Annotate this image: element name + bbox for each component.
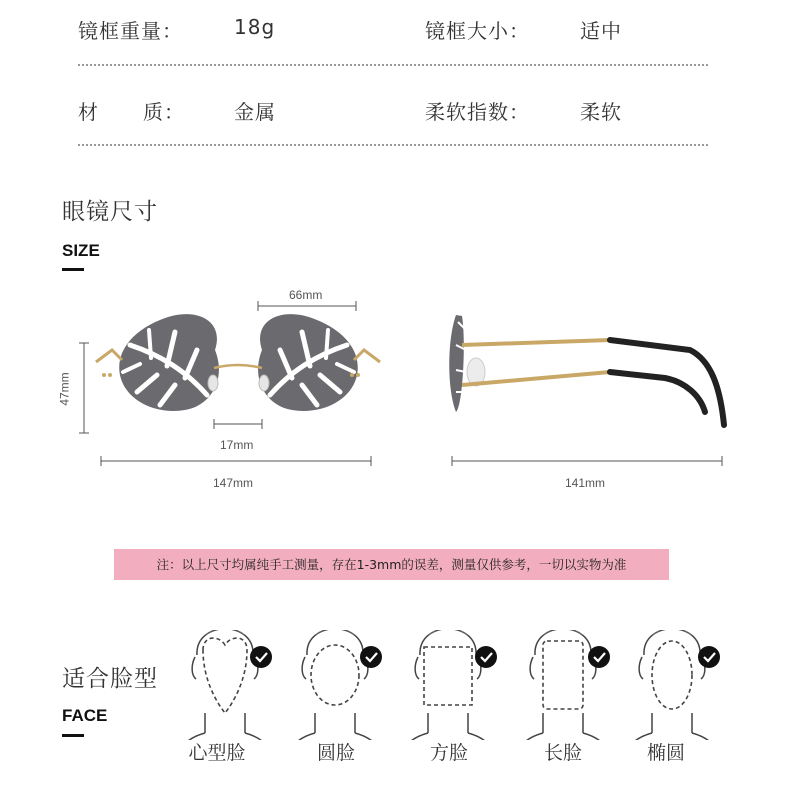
size-section-title: 眼镜尺寸 [62,199,158,225]
spec-material-key-a: 材 [78,100,99,124]
spec-weight-value: 18g [234,15,276,39]
check-icon [698,646,720,668]
spec-size-value: 适中 [580,19,622,43]
face-section-en: FACE [62,706,108,725]
check-icon [250,646,272,668]
dim-lens-width: 66mm [289,288,323,302]
check-icon [588,646,610,668]
left-lens [119,314,219,411]
dim-temple-length: 141mm [565,476,606,490]
dim-bridge: 17mm [220,438,254,452]
face-section-title: 适合脸型 [62,666,158,692]
face-illustrations [0,630,790,740]
bridge [214,365,262,368]
spec-softness-key: 柔软指数： [425,100,530,124]
spec-material-value: 金属 [234,100,276,124]
check-icon [360,646,382,668]
face-label-long: 长脸 [543,742,582,764]
face-label-round: 圆脸 [316,742,355,764]
glasses-side-view [449,315,724,425]
measurement-note: 注：以上尺寸均属纯手工测量，存在1-3mm的误差，测量仅供参考，一切以实物为准 [114,549,669,580]
spec-weight-key: 镜框重量： [78,19,183,43]
face-label-heart: 心型脸 [188,742,246,764]
right-lens [258,314,358,411]
face-label-square: 方脸 [429,742,468,764]
face-label-oval: 椭圆 [646,742,685,764]
dim-lens-height: 47mm [57,372,72,406]
spec-size-key: 镜框大小： [425,19,530,43]
spec-softness-value: 柔软 [580,100,622,124]
size-section-en: SIZE [62,241,100,260]
spec-material-key-b: 质： [143,100,185,124]
check-icon [475,646,497,668]
dim-total-width: 147mm [213,476,254,490]
